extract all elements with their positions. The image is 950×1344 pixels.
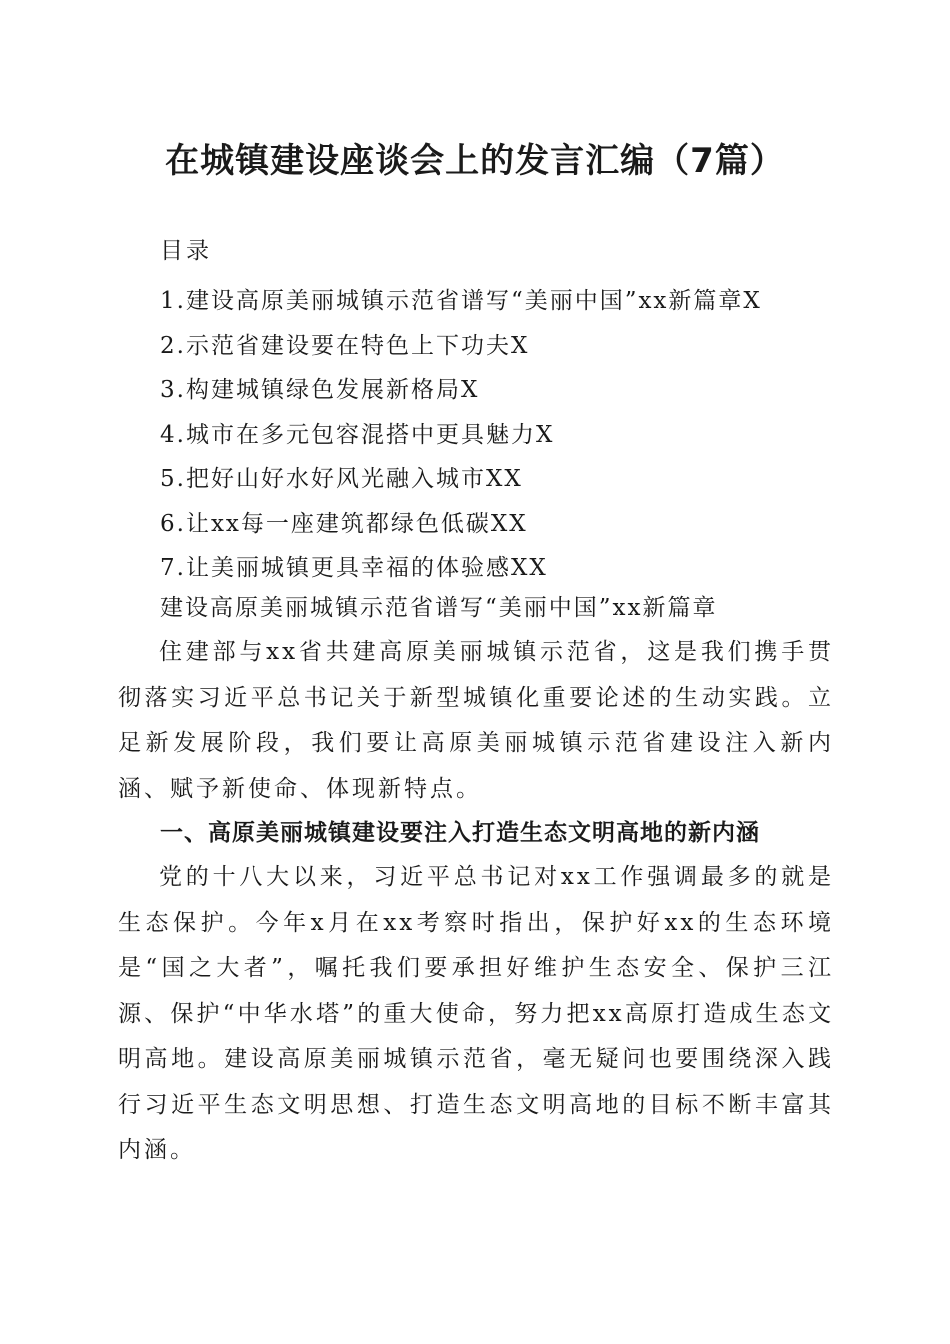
- toc-item-4: 4.城市在多元包容混搭中更具魅力X: [160, 421, 555, 448]
- toc-item-5: 5.把好山好水好风光融入城市XX: [160, 466, 523, 492]
- article-title: 建设高原美丽城镇示范省谱写“美丽中国”xx新篇章: [160, 595, 718, 621]
- document-title: 在城镇建设座谈会上的发言汇编（7篇）: [165, 141, 785, 181]
- body-paragraph-1: 住建部与xx省共建高原美丽城镇示范省，这是我们携手贯彻落实习近平总书记关于新型城镇化重要论述的生动实践。立足新发展阶段，我们要让高原美丽城镇示范省建设注入新内涵、赋予新使命、体现新特点。: [118, 639, 834, 802]
- toc-item-6: 6.让xx每一座建筑都绿色低碳XX: [160, 510, 528, 537]
- section-heading-1: 一、高原美丽城镇建设要注入打造生态文明高地的新内涵: [160, 820, 760, 846]
- toc-item-2: 2.示范省建设要在特色上下功夫X: [160, 332, 530, 359]
- toc-heading: 目录: [160, 238, 212, 264]
- toc-item-3: 3.构建城镇绿色发展新格局X: [160, 377, 480, 403]
- toc-item-7: 7.让美丽城镇更具幸福的体验感XX: [160, 555, 548, 581]
- body-paragraph-2: 党的十八大以来，习近平总书记对xx工作强调最多的就是生态保护。今年x月在xx考察时指出，保护好xx的生态环境是“国之大者”，嘱托我们要承担好维护生态安全、保护三江源、保护“中华水塔”的重大使命，努力把xx高原打造成生态文明高地。建设高原美丽城镇示范省，毫无疑问也要围绕深入践行习近平生态文明思想、打造生态文明高地的目标不断丰富其内涵。: [118, 864, 834, 1163]
- toc-item-1: 1.建设高原美丽城镇示范省谱写“美丽中国”xx新篇章X: [160, 288, 762, 314]
- table-of-contents: [160, 279, 762, 591]
